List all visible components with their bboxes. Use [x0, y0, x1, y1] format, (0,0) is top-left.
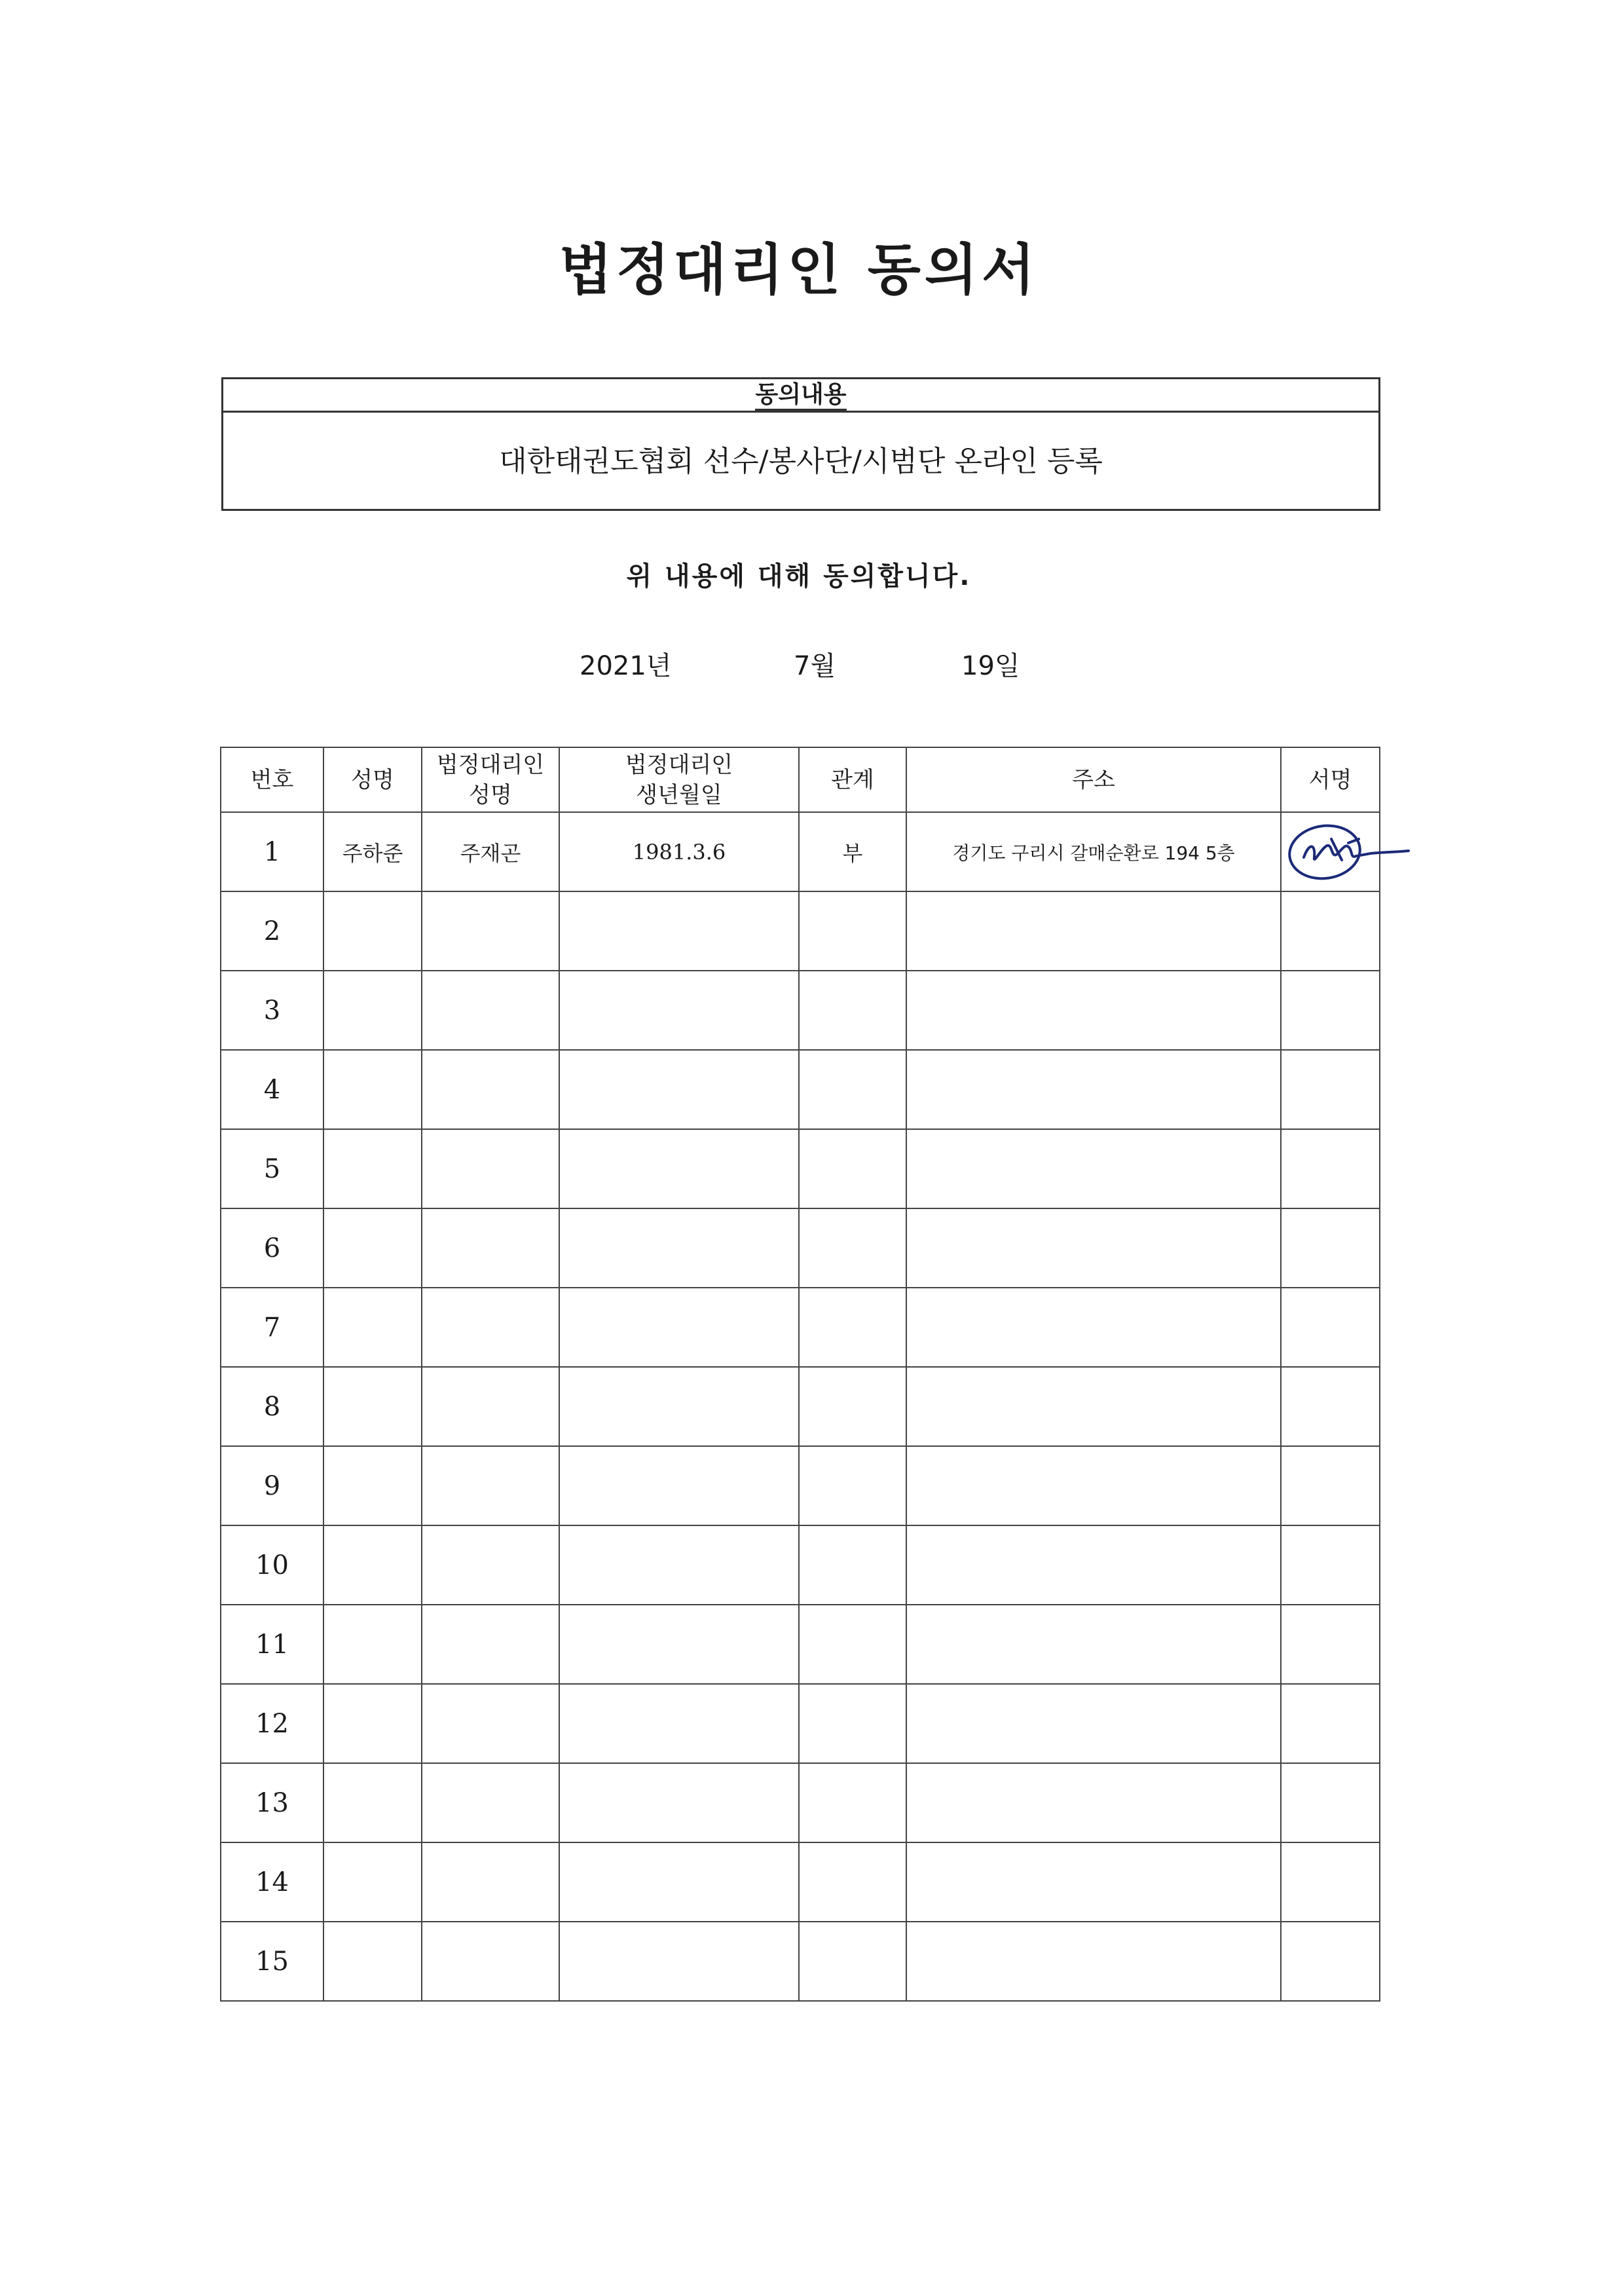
row-number: 14 — [221, 1842, 323, 1922]
row-address[interactable] — [906, 1525, 1281, 1605]
row-number: 9 — [221, 1446, 323, 1525]
table-row — [221, 1208, 1380, 1288]
row-relation[interactable] — [799, 891, 906, 971]
header-guardian-birth — [559, 747, 799, 812]
row-name[interactable] — [323, 1367, 422, 1446]
row-name[interactable] — [323, 1050, 422, 1129]
row-address[interactable] — [906, 1842, 1281, 1922]
table-row — [221, 1050, 1380, 1129]
row-number: 5 — [221, 1129, 323, 1208]
agreement-statement: 위 내용에 대해 동의합니다. — [626, 561, 972, 591]
row-signature[interactable] — [1281, 1129, 1380, 1208]
header-relation: 관계 — [799, 747, 906, 812]
table-row — [221, 971, 1380, 1050]
row-number: 15 — [221, 1922, 323, 2001]
row-name[interactable] — [323, 1129, 422, 1208]
consent-heading-label: 동의내용 — [755, 381, 846, 411]
row-guardian-birth[interactable] — [559, 1050, 799, 1129]
table-row — [221, 812, 1380, 891]
row-guardian-birth[interactable] — [559, 1763, 799, 1842]
header-signature: 서명 — [1281, 747, 1380, 812]
row-relation[interactable] — [799, 1446, 906, 1525]
table-row — [221, 1922, 1380, 2001]
row-address[interactable] — [906, 1288, 1281, 1367]
row-address[interactable] — [906, 1684, 1281, 1763]
row-name[interactable] — [323, 1288, 422, 1367]
row-signature[interactable] — [1281, 1605, 1380, 1684]
table-row — [221, 1525, 1380, 1605]
row-number: 6 — [221, 1208, 323, 1288]
row-number: 10 — [221, 1525, 323, 1605]
row-relation[interactable] — [799, 1367, 906, 1446]
header-guardian-name — [422, 747, 559, 812]
row-signature[interactable] — [1281, 971, 1380, 1050]
row-guardian-name[interactable] — [422, 1605, 559, 1684]
row-relation[interactable] — [799, 1208, 906, 1288]
row-name[interactable] — [323, 1208, 422, 1288]
row-relation[interactable] — [799, 1605, 906, 1684]
row-relation[interactable] — [799, 1050, 906, 1129]
row-address: 경기도 구리시 갈매순환로 194 5층 — [906, 812, 1281, 891]
handwritten-signature — [1285, 819, 1410, 885]
table-row — [221, 1605, 1380, 1684]
row-relation[interactable] — [799, 1922, 906, 2001]
consent-box — [221, 377, 1380, 511]
table-row — [221, 1763, 1380, 1842]
row-signature[interactable] — [1281, 891, 1380, 971]
row-relation[interactable] — [799, 971, 906, 1050]
row-guardian-name[interactable] — [422, 1129, 559, 1208]
table-header-row — [221, 747, 1380, 812]
row-signature — [1281, 812, 1380, 891]
row-name[interactable] — [323, 971, 422, 1050]
row-address[interactable] — [906, 1050, 1281, 1129]
table-row — [221, 1842, 1380, 1922]
row-guardian-birth[interactable] — [559, 1288, 799, 1367]
row-guardian-name: 주재곤 — [422, 812, 559, 891]
row-address[interactable] — [906, 1208, 1281, 1288]
row-guardian-birth[interactable] — [559, 1684, 799, 1763]
row-signature[interactable] — [1281, 1763, 1380, 1842]
row-name[interactable] — [323, 891, 422, 971]
header-guardian-birth-line1: 법정대리인 — [625, 751, 733, 778]
row-guardian-name[interactable] — [422, 1446, 559, 1525]
row-number: 12 — [221, 1684, 323, 1763]
row-name[interactable] — [323, 1525, 422, 1605]
row-number: 2 — [221, 891, 323, 971]
row-address[interactable] — [906, 1605, 1281, 1684]
registration-table — [220, 747, 1380, 2002]
row-signature[interactable] — [1281, 1922, 1380, 2001]
row-signature[interactable] — [1281, 1288, 1380, 1367]
row-guardian-name[interactable] — [422, 1208, 559, 1288]
row-guardian-birth[interactable] — [559, 1446, 799, 1525]
row-signature[interactable] — [1281, 1050, 1380, 1129]
date-month: 7월 — [794, 651, 836, 681]
row-guardian-birth[interactable] — [559, 1367, 799, 1446]
signature-scribble — [1304, 846, 1409, 859]
row-guardian-birth[interactable] — [559, 1922, 799, 2001]
row-guardian-name[interactable] — [422, 1367, 559, 1446]
date-year: 2021년 — [580, 651, 672, 681]
document-title: 법정대리인 동의서 — [559, 237, 1039, 302]
row-signature[interactable] — [1281, 1446, 1380, 1525]
row-guardian-birth[interactable] — [559, 1208, 799, 1288]
row-guardian-name[interactable] — [422, 1288, 559, 1367]
consent-text: 대한태권도협회 선수/봉사단/시범단 온라인 등록 — [499, 445, 1103, 478]
row-guardian-name[interactable] — [422, 1525, 559, 1605]
row-address[interactable] — [906, 891, 1281, 971]
table-row — [221, 1129, 1380, 1208]
table-row — [221, 891, 1380, 971]
row-guardian-name[interactable] — [422, 1763, 559, 1842]
row-number: 3 — [221, 971, 323, 1050]
header-address: 주소 — [906, 747, 1281, 812]
row-number: 8 — [221, 1367, 323, 1446]
row-address[interactable] — [906, 1922, 1281, 2001]
row-relation[interactable] — [799, 1288, 906, 1367]
row-address[interactable] — [906, 1446, 1281, 1525]
row-address[interactable] — [906, 1763, 1281, 1842]
row-relation[interactable] — [799, 1684, 906, 1763]
row-number: 7 — [221, 1288, 323, 1367]
row-relation[interactable] — [799, 1763, 906, 1842]
row-relation[interactable] — [799, 1525, 906, 1605]
row-signature[interactable] — [1281, 1367, 1380, 1446]
row-guardian-name[interactable] — [422, 1684, 559, 1763]
row-guardian-birth[interactable] — [559, 971, 799, 1050]
table-row — [221, 1288, 1380, 1367]
row-signature[interactable] — [1281, 1684, 1380, 1763]
row-relation[interactable] — [799, 1129, 906, 1208]
header-guardian-name-line1: 법정대리인 — [436, 751, 545, 778]
row-name[interactable] — [323, 1763, 422, 1842]
row-number: 11 — [221, 1605, 323, 1684]
row-number: 4 — [221, 1050, 323, 1129]
table-row — [221, 1446, 1380, 1525]
row-signature[interactable] — [1281, 1208, 1380, 1288]
row-number: 13 — [221, 1763, 323, 1842]
header-guardian-birth-line2: 생년월일 — [636, 781, 722, 808]
row-guardian-name[interactable] — [422, 1842, 559, 1922]
header-name: 성명 — [323, 747, 422, 812]
row-name[interactable] — [323, 1446, 422, 1525]
row-guardian-birth[interactable] — [559, 1129, 799, 1208]
table-row — [221, 1367, 1380, 1446]
row-guardian-name[interactable] — [422, 971, 559, 1050]
row-name[interactable] — [323, 1684, 422, 1763]
row-relation: 부 — [799, 812, 906, 891]
row-relation[interactable] — [799, 1842, 906, 1922]
header-no: 번호 — [221, 747, 323, 812]
row-address[interactable] — [906, 1367, 1281, 1446]
row-guardian-birth: 1981.3.6 — [559, 812, 799, 891]
row-name: 주하준 — [323, 812, 422, 891]
row-guardian-birth[interactable] — [559, 1842, 799, 1922]
row-name[interactable] — [323, 1842, 422, 1922]
row-signature[interactable] — [1281, 1525, 1380, 1605]
row-guardian-birth[interactable] — [559, 891, 799, 971]
header-guardian-name-line2: 성명 — [469, 781, 512, 808]
row-guardian-name[interactable] — [422, 891, 559, 971]
row-signature[interactable] — [1281, 1842, 1380, 1922]
table-row — [221, 1684, 1380, 1763]
row-guardian-birth[interactable] — [559, 1525, 799, 1605]
row-guardian-birth[interactable] — [559, 1605, 799, 1684]
row-number: 1 — [221, 812, 323, 891]
row-name[interactable] — [323, 1922, 422, 2001]
date-day: 19일 — [961, 651, 1020, 681]
consent-heading — [223, 379, 1378, 413]
row-guardian-name[interactable] — [422, 1050, 559, 1129]
row-address[interactable] — [906, 971, 1281, 1050]
row-name[interactable] — [323, 1605, 422, 1684]
row-guardian-name[interactable] — [422, 1922, 559, 2001]
row-address[interactable] — [906, 1129, 1281, 1208]
